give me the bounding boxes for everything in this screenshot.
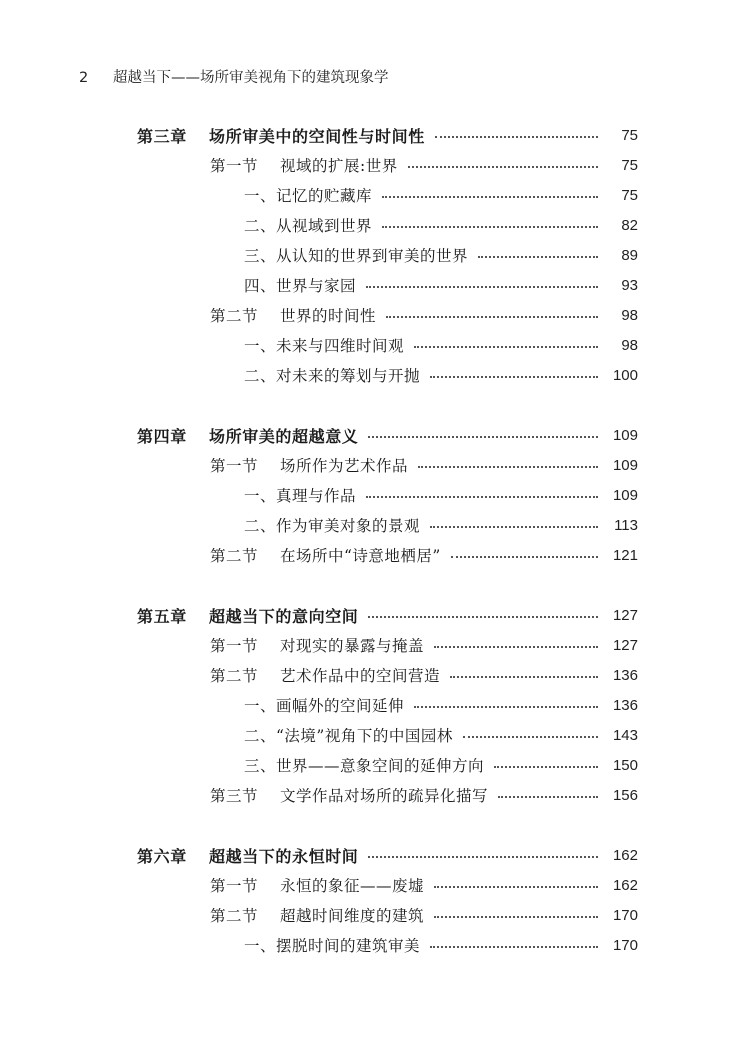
chapter-title: 超越当下的永恒时间 <box>209 846 359 866</box>
section-title: 对现实的暴露与掩盖 <box>280 637 425 655</box>
toc-page-number: 127 <box>612 636 638 654</box>
dot-leader <box>498 796 598 798</box>
dot-leader <box>430 946 598 948</box>
toc-page-number: 170 <box>612 936 638 954</box>
toc-page-number: 136 <box>612 666 638 684</box>
book-title: 超越当下——场所审美视角下的建筑现象学 <box>113 70 389 86</box>
toc-entry-title <box>244 694 404 716</box>
toc-chapter-row <box>137 420 638 450</box>
section-title: 视域的扩展:世界 <box>280 157 398 175</box>
chapter-title: 场所审美中的空间性与时间性 <box>209 126 425 146</box>
toc-entry-title <box>244 214 372 236</box>
running-head <box>79 66 389 87</box>
toc-item-row <box>244 690 638 720</box>
toc-chapter-row <box>137 600 638 630</box>
item-title: 三、从认知的世界到审美的世界 <box>244 247 469 265</box>
toc-entry-title <box>137 604 358 627</box>
item-title: 二、从视域到世界 <box>244 217 373 235</box>
toc-entry-title <box>244 514 420 536</box>
dot-leader <box>366 496 598 498</box>
toc-page-number: 150 <box>612 756 638 774</box>
dot-leader <box>434 646 598 648</box>
toc-section-row <box>210 540 638 570</box>
toc-entry-title <box>210 544 441 566</box>
dot-leader <box>435 136 598 138</box>
toc-section-row <box>210 900 638 930</box>
toc-section-row <box>210 450 638 480</box>
section-number: 第一节 <box>210 157 259 175</box>
item-title: 二、对未来的筹划与开抛 <box>244 367 421 385</box>
dot-leader <box>368 856 598 858</box>
toc-item-row <box>244 510 638 540</box>
toc-entry-title <box>210 634 424 656</box>
item-title: 一、记忆的贮藏库 <box>244 187 373 205</box>
dot-leader <box>386 316 598 318</box>
toc-section-row <box>210 780 638 810</box>
toc-entry-title <box>137 124 425 147</box>
toc-page-number: 156 <box>612 786 638 804</box>
toc-page-number: 100 <box>612 366 638 384</box>
section-number: 第一节 <box>210 637 259 655</box>
toc-page-number: 113 <box>614 516 638 534</box>
toc-page-number: 121 <box>612 546 638 564</box>
toc-chapter-row <box>137 840 638 870</box>
section-title: 场所作为艺术作品 <box>280 457 409 475</box>
toc-item-row <box>244 210 638 240</box>
toc-section-row <box>210 660 638 690</box>
toc-page-number: 109 <box>612 486 638 504</box>
toc-section-row <box>210 150 638 180</box>
section-title: 在场所中“诗意地栖居” <box>280 547 441 565</box>
toc-entry-title <box>210 454 408 476</box>
toc-item-row <box>244 930 638 960</box>
item-title: 一、摆脱时间的建筑审美 <box>244 937 421 955</box>
toc-entry-title <box>137 424 358 447</box>
dot-leader <box>382 226 598 228</box>
toc-item-row <box>244 270 638 300</box>
chapter-title: 场所审美的超越意义 <box>209 426 359 446</box>
toc-section-row <box>210 630 638 660</box>
dot-leader <box>368 436 598 438</box>
chapter-number: 第六章 <box>137 846 187 866</box>
page-number: 2 <box>79 70 89 86</box>
toc-page-number: 109 <box>612 426 638 444</box>
toc-item-row <box>244 180 638 210</box>
dot-leader <box>414 706 598 708</box>
toc-section-row <box>210 300 638 330</box>
toc-page-number: 89 <box>621 246 638 264</box>
section-number: 第一节 <box>210 877 259 895</box>
dot-leader <box>478 256 598 258</box>
toc-entry-title <box>210 304 376 326</box>
toc-item-row <box>244 240 638 270</box>
toc-entry-title <box>244 754 484 776</box>
toc-item-row <box>244 360 638 390</box>
section-title: 文学作品对场所的疏异化描写 <box>280 787 489 805</box>
toc-page-number: 93 <box>621 276 638 294</box>
toc-page-number: 127 <box>612 606 638 624</box>
toc-page-number: 170 <box>612 906 638 924</box>
toc-page-number: 162 <box>612 876 638 894</box>
dot-leader <box>434 916 598 918</box>
dot-leader <box>408 166 598 168</box>
dot-leader <box>450 676 598 678</box>
dot-leader <box>368 616 598 618</box>
dot-leader <box>430 376 598 378</box>
toc-entry-title <box>210 664 440 686</box>
toc-entry-title <box>244 274 356 296</box>
chapter-number: 第四章 <box>137 426 187 446</box>
chapter-number: 第三章 <box>137 126 187 146</box>
toc-item-row <box>244 480 638 510</box>
toc-item-row <box>244 330 638 360</box>
dot-leader <box>463 736 598 738</box>
item-title: 一、未来与四维时间观 <box>244 337 405 355</box>
toc-page-number: 109 <box>612 456 638 474</box>
toc-page-number: 162 <box>612 846 638 864</box>
chapter-title: 超越当下的意向空间 <box>209 606 359 626</box>
toc-entry-title <box>244 334 404 356</box>
toc-page-number: 98 <box>621 306 638 324</box>
dot-leader <box>434 886 598 888</box>
item-title: 四、世界与家园 <box>244 277 357 295</box>
dot-leader <box>430 526 598 528</box>
toc-item-row <box>244 720 638 750</box>
section-title: 艺术作品中的空间营造 <box>280 667 441 685</box>
item-title: 二、作为审美对象的景观 <box>244 517 421 535</box>
dot-leader <box>418 466 598 468</box>
dot-leader <box>451 556 598 558</box>
toc-page-number: 98 <box>621 336 638 354</box>
toc-entry-title <box>244 484 356 506</box>
toc-entry-title <box>210 154 398 176</box>
toc-entry-title <box>210 904 424 926</box>
toc-page-number: 82 <box>621 216 638 234</box>
toc-entry-title <box>210 874 424 896</box>
item-title: 二、“法境”视角下的中国园林 <box>244 727 453 745</box>
toc-entry-title <box>244 364 420 386</box>
toc-page-number: 75 <box>621 126 638 144</box>
item-title: 三、世界——意象空间的延伸方向 <box>244 757 485 775</box>
toc-section-row <box>210 870 638 900</box>
section-number: 第二节 <box>210 547 259 565</box>
item-title: 一、真理与作品 <box>244 487 357 505</box>
toc-page-number: 75 <box>621 186 638 204</box>
toc-page-number: 143 <box>612 726 638 744</box>
dot-leader <box>494 766 598 768</box>
toc-entry-title <box>244 184 372 206</box>
section-number: 第三节 <box>210 787 259 805</box>
section-number: 第二节 <box>210 667 259 685</box>
toc-entry-title <box>244 244 468 266</box>
item-title: 一、画幅外的空间延伸 <box>244 697 405 715</box>
toc-entry-title <box>244 934 420 956</box>
dot-leader <box>414 346 598 348</box>
toc-entry-title <box>137 844 358 867</box>
toc-page-number: 75 <box>621 156 638 174</box>
toc-entry-title <box>244 724 453 746</box>
section-number: 第二节 <box>210 307 259 325</box>
section-title: 超越时间维度的建筑 <box>280 907 425 925</box>
toc-item-row <box>244 750 638 780</box>
toc-chapter-row <box>137 120 638 150</box>
toc-page-number: 136 <box>612 696 638 714</box>
dot-leader <box>366 286 598 288</box>
chapter-number: 第五章 <box>137 606 187 626</box>
section-title: 永恒的象征——废墟 <box>280 877 425 895</box>
dot-leader <box>382 196 598 198</box>
toc-entry-title <box>210 784 488 806</box>
section-title: 世界的时间性 <box>280 307 377 325</box>
section-number: 第一节 <box>210 457 259 475</box>
section-number: 第二节 <box>210 907 259 925</box>
